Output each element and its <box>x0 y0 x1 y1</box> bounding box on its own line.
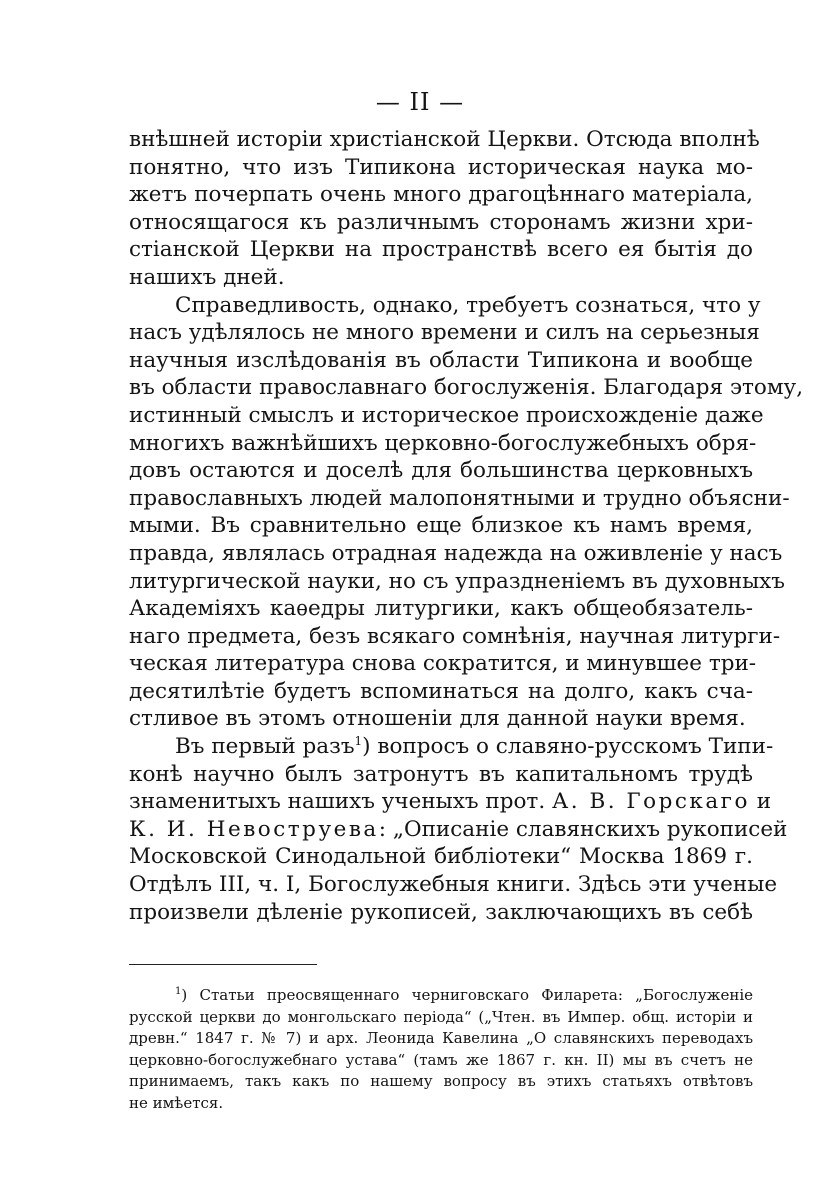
footnote-reference[interactable]: 1 <box>354 733 363 748</box>
text-fragment: ) вопросъ о славяно-русскомъ Типи- <box>362 734 774 760</box>
footnote-line: русской церкви до монгольскаго періода“ („Чтен. въ Импер. общ. исторіи и <box>129 1007 753 1026</box>
text-line <box>129 788 772 816</box>
text-fragment: Въ первый разъ <box>175 734 355 760</box>
text-line: произвели дѣленіе рукописей, заключающихъ въ себѣ <box>129 899 753 925</box>
text-fragment: и <box>756 789 772 815</box>
text-line: мыми. Въ сравнительно еще близкое къ намъ время, <box>129 513 753 539</box>
text-line: довъ остаются и доселѣ для большинства церковныхъ <box>129 458 753 484</box>
footnote-divider <box>129 964 317 965</box>
text-line: Отдѣлъ III, ч. I, Богослужебныя книги. Здѣсь эти ученые <box>129 872 778 898</box>
text-line <box>129 733 774 761</box>
text-line: многихъ важнѣйшихъ церковно-богослужебныхъ обря- <box>129 430 757 456</box>
text-line <box>129 816 788 844</box>
text-line: правда, являлась отрадная надежда на оживленіе у насъ <box>129 540 783 566</box>
text-line: понятно, что изъ Типикона историческая наука мо- <box>129 154 753 180</box>
author-name: К. И. Невоструева <box>129 816 379 842</box>
text-fragment: ) Статьи преосвященнаго черниговскаго Филарета: „Богослуженіе <box>181 986 753 1004</box>
text-line: стливое въ этомъ отношеніи для данной науки время. <box>129 706 746 732</box>
text-line: литургической науки, но съ упраздненіемъ въ духовныхъ <box>129 568 785 594</box>
text-line: десятилѣтіе будетъ вспоминаться на долго, какъ сча- <box>129 678 753 704</box>
text-line: относящагося къ различнымъ сторонамъ жизни хри- <box>129 209 753 235</box>
footnote-mark: 1 <box>175 986 182 997</box>
main-text <box>129 126 804 926</box>
footnote-line: церковно-богослужебнаго устава“ (тамъ же 1867 г. кн. II) мы въ счетъ не <box>129 1050 753 1069</box>
footnote-line <box>129 985 753 1007</box>
text-line: нашихъ дней. <box>129 264 285 290</box>
text-line: православныхъ людей малопонятными и трудно объясни- <box>129 485 790 511</box>
footnote <box>129 985 753 1114</box>
footnote-line: не имѣется. <box>129 1093 224 1112</box>
text-line: Академіяхъ каѳедры литургики, какъ общеобязатель- <box>129 596 753 622</box>
text-line: Московской Синодальной библіотеки“ Москва 1869 г. <box>129 844 753 870</box>
text-fragment: : „Описаніе славянскихъ рукописей <box>378 816 788 842</box>
text-line: стіанской Церкви на пространствѣ всего ея бытія до <box>129 237 753 263</box>
text-line: наго предмета, безъ всякаго сомнѣнія, научная литурги- <box>129 623 781 649</box>
text-line: истинный смыслъ и историческое происхожденіе даже <box>129 402 764 428</box>
text-line: конѣ научно былъ затронутъ въ капитальномъ трудѣ <box>129 761 753 787</box>
text-line: насъ удѣлялось не много времени и силъ на серьезныя <box>129 320 760 346</box>
text-line: научныя изслѣдованія въ области Типикона и вообще <box>129 347 753 373</box>
text-fragment: знаменитыхъ нашихъ ученыхъ прот. <box>129 789 546 815</box>
text-line: жетъ почерпать очень много драгоцѣннаго матеріала, <box>129 182 753 208</box>
text-line: въ области православнаго богослуженія. Благодаря этому, <box>129 375 804 401</box>
text-line: внѣшней исторіи христіанской Церкви. Отсюда вполнѣ <box>129 127 760 152</box>
text-line: ческая литература снова сократится, и минувшее три- <box>129 651 757 677</box>
page-number: — II — <box>375 88 465 116</box>
footnote-line: древн.“ 1847 г. № 7) и арх. Леонида Кавелина „О славянскихъ переводахъ <box>129 1029 753 1047</box>
footnote-line: принимаемъ, такъ какъ по нашему вопросу въ этихъ статьяхъ отвѣтовъ <box>129 1072 753 1090</box>
author-name: А. В. Горскаго <box>552 789 750 815</box>
text-line: Справедливость, однако, требуетъ сознаться, что у <box>175 292 761 318</box>
